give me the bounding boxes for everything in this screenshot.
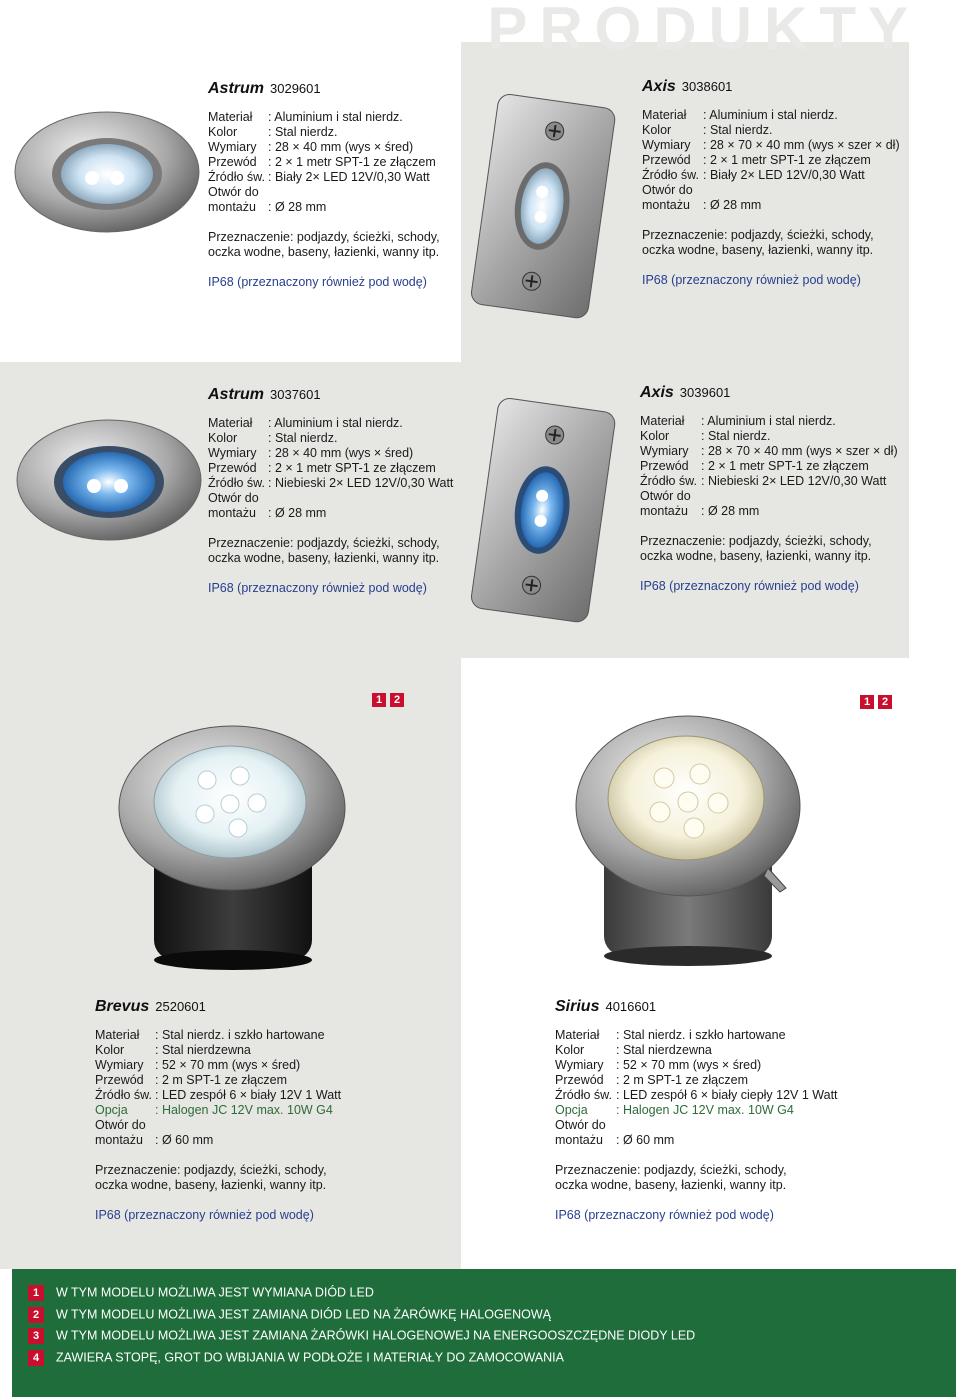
note-number: 4 [28, 1350, 44, 1366]
spec-label: montażu [555, 1133, 603, 1147]
product-axis-3038601 [642, 78, 900, 287]
spec-row [208, 476, 458, 491]
product-title [555, 998, 838, 1016]
purpose-text: Przeznaczenie: podjazdy, ścieżki, schody, oczka wodne, baseny, łazienki, wanny itp. [555, 1163, 787, 1192]
spec-value: : Stal nierdz. [268, 431, 338, 445]
note-text: W TYM MODELU MOŻLIWA JEST ZAMIANA DIÓD LED NA ŻARÓWKĘ HALOGENOWĄ [56, 1307, 551, 1322]
spec-label: Źródło św. [642, 168, 699, 182]
spec-row [640, 489, 898, 504]
product-name: Axis [642, 78, 676, 95]
spec-row [640, 474, 898, 489]
spec-label: Materiał [640, 414, 685, 428]
badge-1: 1 [372, 693, 386, 707]
spec-label: Otwór do [208, 185, 259, 199]
product-name: Brevus [95, 998, 150, 1015]
spec-row [642, 108, 900, 123]
spec-value: : Ø 60 mm [616, 1133, 675, 1147]
spec-value: : 2 × 1 metr SPT-1 ze złączem [268, 155, 436, 169]
spec-value: : LED zespół 6 × biały ciepły 12V 1 Watt [616, 1088, 838, 1102]
spec-row [208, 140, 458, 155]
spec-label: Otwór do [208, 491, 259, 505]
spec-label: montażu [95, 1133, 143, 1147]
spec-label: Przewód [640, 459, 689, 473]
axis-blue-image [462, 396, 622, 626]
spec-label: Kolor [555, 1043, 585, 1057]
spec-value: : Ø 28 mm [268, 506, 327, 520]
spec-row [642, 183, 900, 198]
spec-value: : Stal nierdz. i szkło hartowane [616, 1028, 786, 1042]
note-text: W TYM MODELU MOŻLIWA JEST WYMIANA DIÓD LED [56, 1285, 374, 1300]
spec-label: Opcja [95, 1103, 128, 1117]
product-title [640, 384, 898, 402]
spec-value: : 28 × 70 × 40 mm (wys × szer × dł) [703, 138, 900, 152]
product-brevus-2520601 [95, 998, 345, 1222]
spec-label: Źródło św. [208, 476, 265, 490]
product-axis-3039601 [640, 384, 898, 593]
product-name: Sirius [555, 998, 600, 1015]
spec-label: Opcja [555, 1103, 588, 1117]
spec-value: : Aluminium i stal nierdz. [703, 108, 838, 122]
spec-value: : 2 × 1 metr SPT-1 ze złączem [701, 459, 869, 473]
brevus-badges [372, 690, 408, 708]
spec-row [208, 170, 458, 185]
spec-row [208, 200, 458, 215]
note-4 [28, 1350, 564, 1366]
note-text: W TYM MODELU MOŻLIWA JEST ZAMIANA ŻARÓWKI HALOGENOWEJ NA ENERGOOSZCZĘDNE DIODY LED [56, 1328, 696, 1343]
note-number: 2 [28, 1307, 44, 1323]
footer-notes [12, 1269, 956, 1397]
spec-value: : Stal nierdz. i szkło hartowane [155, 1028, 325, 1042]
spec-label: Materiał [208, 110, 253, 124]
spec-label: Materiał [208, 416, 253, 430]
spec-row [95, 1133, 345, 1148]
astrum-blue-image [14, 418, 204, 543]
note-number: 1 [28, 1285, 44, 1301]
spec-label: Źródło św. [555, 1088, 612, 1102]
product-title [208, 80, 458, 98]
product-name: Axis [640, 384, 674, 401]
spec-value: : Ø 28 mm [701, 504, 760, 518]
spec-label: Wymiary [642, 138, 691, 152]
spec-row [208, 446, 458, 461]
ip-rating: IP68 (przeznaczony również pod wodę) [642, 273, 861, 287]
spec-label: Otwór do [95, 1118, 146, 1132]
spec-list [555, 1028, 838, 1148]
spec-value: : Ø 28 mm [703, 198, 762, 212]
product-name: Astrum [208, 80, 265, 97]
product-code: 3038601 [681, 79, 733, 94]
spec-list [642, 108, 900, 213]
spec-row [642, 123, 900, 138]
product-title [208, 386, 458, 404]
ip-rating: IP68 (przeznaczony również pod wodę) [555, 1208, 774, 1222]
spec-row [640, 414, 898, 429]
brevus-image [112, 718, 352, 970]
purpose-text: Przeznaczenie: podjazdy, ścieżki, schody, oczka wodne, baseny, łazienki, wanny itp. [208, 230, 440, 259]
spec-value: : Stal nierdzewna [155, 1043, 251, 1057]
spec-label: Źródło św. [208, 170, 265, 184]
note-text: ZAWIERA STOPĘ, GROT DO WBIJANIA W PODŁOŻE I MATERIAŁY DO ZAMOCOWANIA [56, 1350, 564, 1365]
spec-row [555, 1133, 838, 1148]
spec-label: Otwór do [642, 183, 693, 197]
purpose-text: Przeznaczenie: podjazdy, ścieżki, schody, oczka wodne, baseny, łazienki, wanny itp. [640, 534, 872, 563]
spec-value: : 2 × 1 metr SPT-1 ze złączem [268, 461, 436, 475]
spec-row [95, 1058, 345, 1073]
spec-list [95, 1028, 345, 1148]
product-code: 4016601 [605, 999, 657, 1014]
spec-list [208, 110, 458, 215]
spec-value: : Aluminium i stal nierdz. [268, 416, 403, 430]
spec-row [555, 1088, 838, 1103]
note-2 [28, 1307, 551, 1323]
axis-white-image [462, 92, 622, 322]
ip-rating: IP68 (przeznaczony również pod wodę) [640, 579, 859, 593]
spec-value: : Stal nierdz. [703, 123, 773, 137]
badge-2: 2 [878, 695, 892, 709]
spec-value: : LED zespół 6 × biały 12V 1 Watt [155, 1088, 342, 1102]
spec-value: : Ø 60 mm [155, 1133, 214, 1147]
product-name: Astrum [208, 386, 265, 403]
product-sirius-4016601 [555, 998, 838, 1222]
note-3 [28, 1328, 695, 1344]
spec-label: montażu [208, 200, 256, 214]
note-number: 3 [28, 1328, 44, 1344]
spec-value: : 28 × 40 mm (wys × śred) [268, 140, 414, 154]
spec-value: : 52 × 70 mm (wys × śred) [155, 1058, 301, 1072]
spec-row [555, 1028, 838, 1043]
astrum-white-image [12, 110, 202, 235]
spec-row [208, 431, 458, 446]
spec-value: : Biały 2× LED 12V/0,30 Watt [268, 170, 430, 184]
badge-2: 2 [390, 693, 404, 707]
spec-value: : Stal nierdz. [268, 125, 338, 139]
spec-row [208, 185, 458, 200]
spec-label: Otwór do [555, 1118, 606, 1132]
spec-label: Kolor [208, 431, 238, 445]
spec-label: Kolor [640, 429, 670, 443]
product-astrum-3037601 [208, 386, 458, 595]
spec-label: Kolor [642, 123, 672, 137]
spec-row [555, 1058, 838, 1073]
spec-value: : Stal nierdz. [701, 429, 771, 443]
spec-label: Materiał [642, 108, 687, 122]
spec-label: Przewód [95, 1073, 144, 1087]
purpose-text: Przeznaczenie: podjazdy, ścieżki, schody, oczka wodne, baseny, łazienki, wanny itp. [208, 536, 440, 565]
spec-value: : Niebieski 2× LED 12V/0,30 Watt [701, 474, 887, 488]
spec-label: Przewód [642, 153, 691, 167]
spec-label: Kolor [208, 125, 238, 139]
spec-label: Przewód [555, 1073, 604, 1087]
spec-label: montażu [208, 506, 256, 520]
spec-label: montażu [642, 198, 690, 212]
ip-rating: IP68 (przeznaczony również pod wodę) [208, 581, 427, 595]
spec-label: Wymiary [640, 444, 689, 458]
spec-row [208, 155, 458, 170]
spec-label: Przewód [208, 461, 257, 475]
spec-value: : Halogen JC 12V max. 10W G4 [155, 1103, 333, 1117]
product-title [95, 998, 345, 1016]
spec-row [95, 1073, 345, 1088]
spec-value: : Aluminium i stal nierdz. [268, 110, 403, 124]
spec-row [208, 110, 458, 125]
sirius-badges [860, 692, 896, 710]
spec-label: Źródło św. [95, 1088, 152, 1102]
spec-list [640, 414, 898, 519]
ip-rating: IP68 (przeznaczony również pod wodę) [95, 1208, 314, 1222]
spec-row [208, 506, 458, 521]
spec-label: Otwór do [640, 489, 691, 503]
spec-row [208, 125, 458, 140]
spec-label: Przewód [208, 155, 257, 169]
spec-row [642, 168, 900, 183]
spec-label: montażu [640, 504, 688, 518]
spec-row [95, 1103, 345, 1118]
spec-row [642, 138, 900, 153]
product-code: 3039601 [679, 385, 731, 400]
spec-value: : 2 × 1 metr SPT-1 ze złączem [703, 153, 871, 167]
spec-value: : Ø 28 mm [268, 200, 327, 214]
spec-list [208, 416, 458, 521]
spec-label: Materiał [555, 1028, 600, 1042]
spec-row [640, 459, 898, 474]
spec-value: : Halogen JC 12V max. 10W G4 [616, 1103, 794, 1117]
spec-label: Źródło św. [640, 474, 697, 488]
spec-value: : Aluminium i stal nierdz. [701, 414, 836, 428]
spec-row [95, 1118, 345, 1133]
spec-row [640, 444, 898, 459]
purpose-text: Przeznaczenie: podjazdy, ścieżki, schody, oczka wodne, baseny, łazienki, wanny itp. [642, 228, 874, 257]
product-code: 2520601 [155, 999, 206, 1014]
spec-value: : 52 × 70 mm (wys × śred) [616, 1058, 762, 1072]
spec-value: : 2 m SPT-1 ze złączem [616, 1073, 748, 1087]
product-code: 3037601 [270, 387, 321, 402]
spec-row [208, 416, 458, 431]
spec-value: : Niebieski 2× LED 12V/0,30 Watt [268, 476, 454, 490]
product-code: 3029601 [270, 81, 321, 96]
spec-label: Wymiary [208, 446, 257, 460]
ip-rating: IP68 (przeznaczony również pod wodę) [208, 275, 427, 289]
spec-value: : Stal nierdzewna [616, 1043, 712, 1057]
spec-row [208, 461, 458, 476]
spec-row [640, 504, 898, 519]
spec-value: : 28 × 40 mm (wys × śred) [268, 446, 414, 460]
spec-row [95, 1043, 345, 1058]
spec-value: : 28 × 70 × 40 mm (wys × szer × dł) [701, 444, 898, 458]
spec-label: Wymiary [555, 1058, 604, 1072]
spec-row [640, 429, 898, 444]
spec-label: Materiał [95, 1028, 140, 1042]
note-1 [28, 1285, 374, 1301]
purpose-text: Przeznaczenie: podjazdy, ścieżki, schody, oczka wodne, baseny, łazienki, wanny itp. [95, 1163, 327, 1192]
sirius-image [568, 708, 808, 970]
spec-label: Wymiary [208, 140, 257, 154]
spec-row [642, 198, 900, 213]
spec-label: Kolor [95, 1043, 125, 1057]
product-astrum-3029601 [208, 80, 458, 289]
spec-row [95, 1028, 345, 1043]
spec-row [95, 1088, 345, 1103]
spec-value: : 2 m SPT-1 ze złączem [155, 1073, 287, 1087]
spec-label: Wymiary [95, 1058, 144, 1072]
spec-row [208, 491, 458, 506]
spec-row [555, 1118, 838, 1133]
spec-row [555, 1103, 838, 1118]
badge-1: 1 [860, 695, 874, 709]
spec-row [555, 1073, 838, 1088]
product-title [642, 78, 900, 96]
page-header-title: PRODUKTY [487, 0, 920, 62]
spec-row [642, 153, 900, 168]
spec-row [555, 1043, 838, 1058]
spec-value: : Biały 2× LED 12V/0,30 Watt [703, 168, 865, 182]
